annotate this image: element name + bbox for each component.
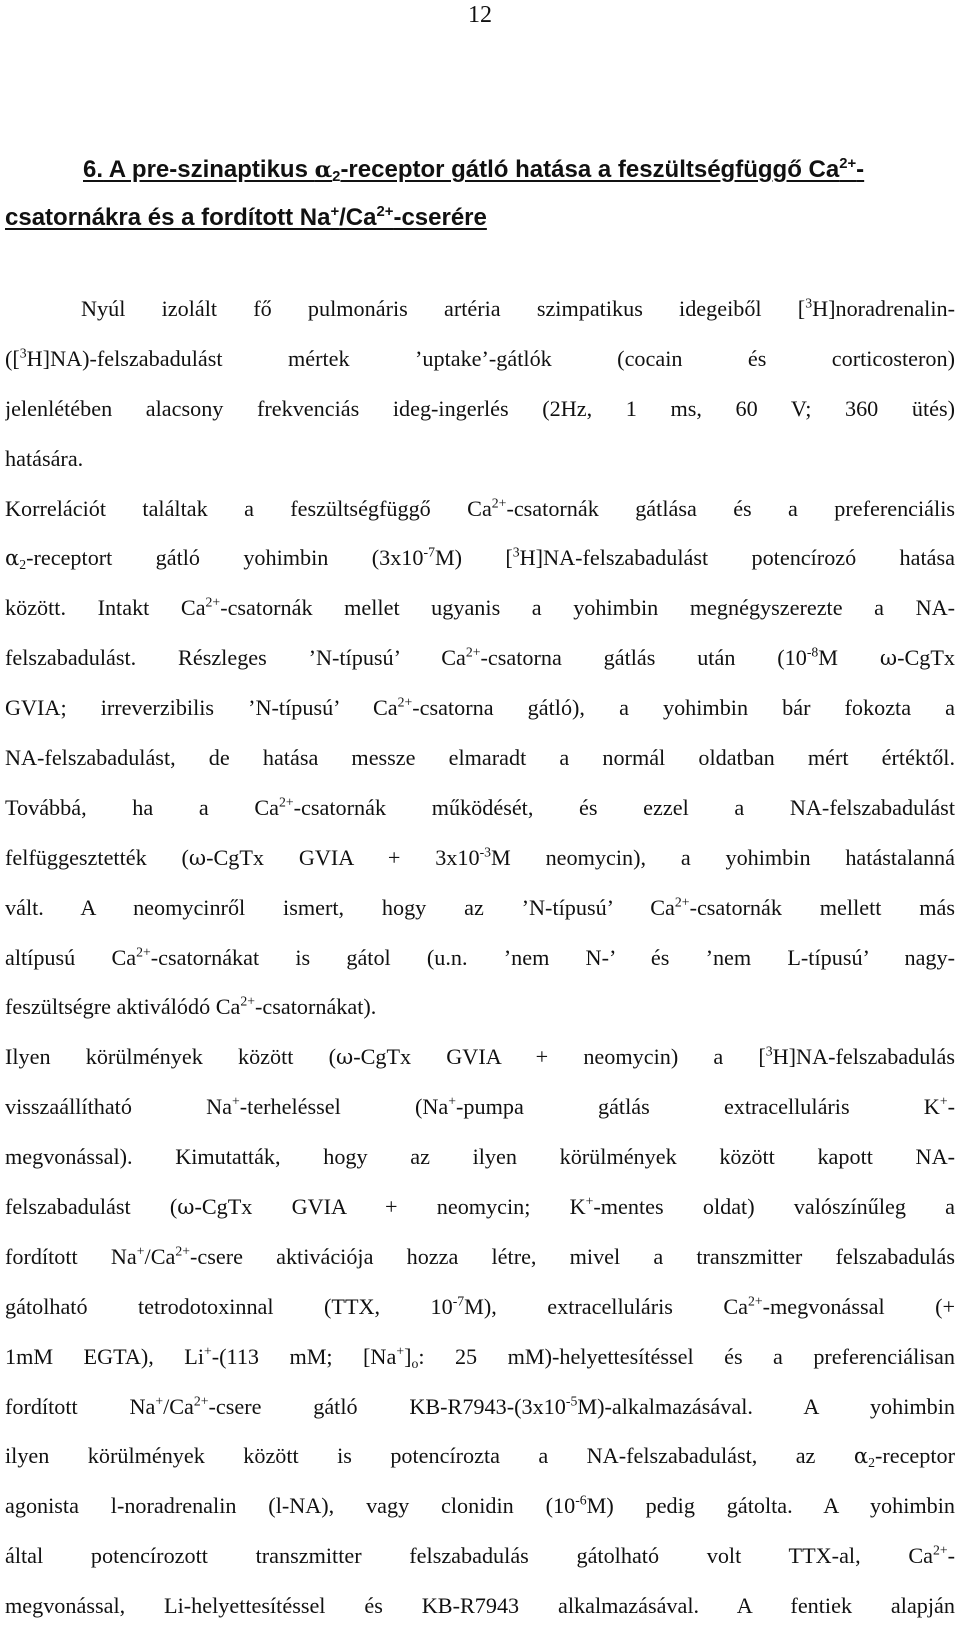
heading-title-line-2: csatornákra és a fordított $Na^+/Ca^{2+}$-cserére [5, 203, 487, 231]
text-line: által potencírozott transzmitter felszabadulás gátolható volt TTX-al, $Ca^{2+}-$ [5, 1542, 955, 1569]
body-text [5, 284, 955, 1631]
text-line: felfüggesztették (ω-CgTx GVIA + $3x10^{-3}M$ neomycin), a yohimbin hatástalanná [5, 844, 955, 870]
text-line: Korrelációt találtak a feszültségfüggő $Ca^{2+}$-csatornák gátlása és a preferenciális [5, 495, 955, 521]
heading-number: 6. [83, 156, 104, 183]
paragraph-intro [5, 284, 955, 484]
text-line: NA-felszabadulást, de hatása messze elmaradt a normál oldatban mért értéktől. [5, 745, 955, 771]
paragraph-reversed-exchange [5, 1032, 955, 1631]
text-line: ilyen körülmények között is potencírozta a NA-felszabadulást, az $\alpha_2$-receptor [5, 1443, 955, 1471]
page-number: 12 [468, 2, 492, 28]
text-line: hatására. [5, 445, 84, 471]
text-line: Továbbá, ha a $Ca^{2+}$-csatornák működését, és ezzel a NA-felszabadulást [5, 794, 955, 820]
text-line: 1mM EGTA), Li+-(113 mM; $[Na^+]_o$: 25 mM)-helyettesítéssel és a preferenciálisan [5, 1343, 955, 1371]
text-line: altípusú $Ca^{2+}$-csatornákat is gátol (u.n. ’nem N-’ és ’nem L-típusú’ nagy- [5, 944, 955, 970]
text-line: fordított $Na^+/Ca^{2+}$-csere aktivációja hozza létre, mivel a transzmitter felszabadulás [5, 1243, 955, 1269]
text-line: $\alpha_2$-receptort gátló yohimbin $(3x10^{-7}M)$ [$^3$H]NA-felszabadulást potencírozó hatása [5, 544, 955, 573]
text-line: feszültségre aktiválódó $Ca^{2+}-csatornákat$). [5, 993, 377, 1020]
text-line: visszaállítható Na+-terheléssel (Na+-pumpa gátlás extracelluláris K+- [5, 1093, 955, 1120]
text-line: Ilyen körülmények között (ω-CgTx GVIA + neomycin) a [$^3$H]NA-felszabadulás [5, 1043, 955, 1070]
heading-line-2 [5, 194, 955, 242]
heading-line-1 [5, 146, 955, 194]
section-heading [5, 146, 955, 242]
text-line: agonista l-noradrenalin (l-NA), vagy clonidin $(10^{-6}M)$ pedig gátolta. A yohimbin [5, 1492, 955, 1519]
paragraph-correlation [5, 484, 955, 1033]
text-line: vált. A neomycinről ismert, hogy az ’N-típusú’ $Ca^{2+}$-csatornák mellett más [5, 894, 955, 920]
text-line: felszabadulást (ω-CgTx GVIA + neomycin; K+-mentes oldat) valószínűleg a [5, 1193, 955, 1220]
text-line: felszabadulást. Részleges ’N-típusú’ $Ca^{2+}$-csatorna gátlás után ($10^{-8}M$ ω-CgTx [5, 644, 955, 671]
text-line: ([$^3$H]NA)-felszabadulást mértek ’uptake’-gátlók (cocain és corticosteron) [5, 345, 955, 371]
text-line: fordított $Na^+/Ca^{2+}$-csere gátló $KB-R7943-(3x10^{-5}M)$-alkalmazásával. A yohimbin [5, 1393, 955, 1419]
text-line: jelenlétében alacsony frekvenciás ideg-ingerlés (2Hz, 1 ms, 60 V; 360 ütés) [5, 395, 955, 421]
text-line: Nyúl izolált fő pulmonáris artéria szimpatikus idegeiből [$^3$H]noradrenalin- [81, 295, 955, 321]
heading-title-line-1: A pre-szinaptikus $\alpha_2$-receptor gátló hatása a feszültségfüggő $Ca^{2+}-$ [103, 155, 865, 186]
text-line: megvonással). Kimutatták, hogy az ilyen körülmények között kapott NA- [5, 1144, 955, 1170]
text-line: gátolható tetrodotoxinnal (TTX, $10^{-7}M$), extracelluláris $Ca^{2+}$-megvonással (+ [5, 1293, 955, 1319]
text-line: GVIA; irreverzibilis ’N-típusú’ $Ca^{2+}$-csatorna gátló), a yohimbin bár fokozta a [5, 694, 955, 721]
text-line: között. Intakt $Ca^{2+}$-csatornák mellet ugyanis a yohimbin megnégyszerezte a NA- [5, 594, 955, 621]
text-line: megvonással, Li-helyettesítéssel és KB-R7943 alkalmazásával. A fentiek alapján [5, 1593, 955, 1619]
